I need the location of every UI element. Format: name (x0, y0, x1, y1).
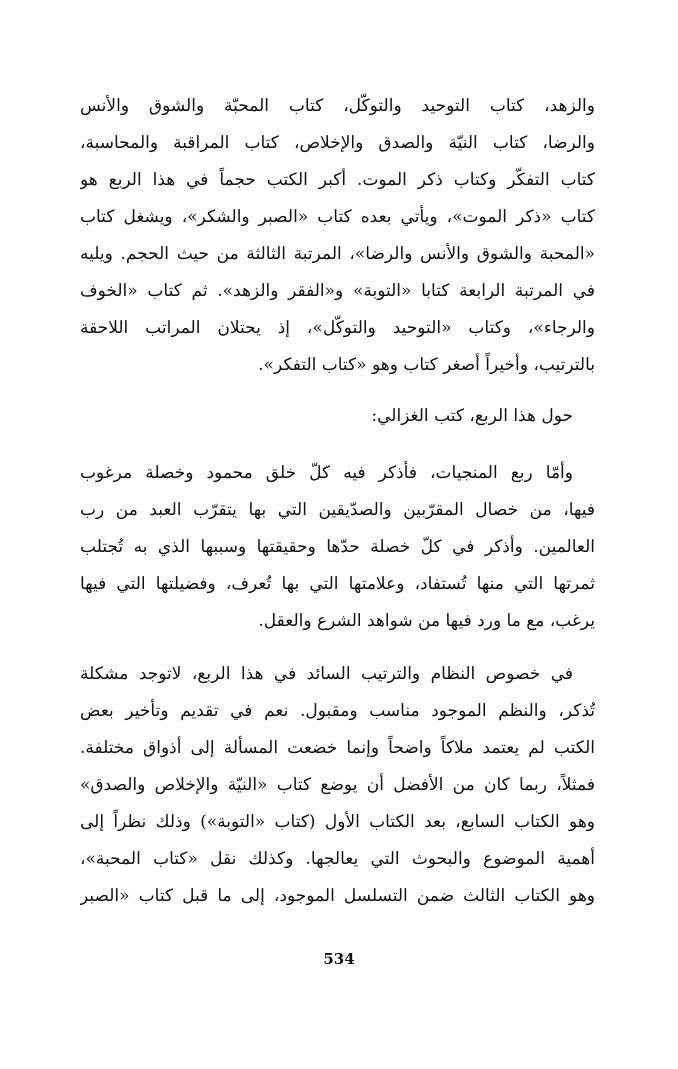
paragraph-3 (80, 455, 595, 640)
paragraph-1-line-2: والرضا، كتاب النيّة والصدق والإخلاص، كتاب المراقبة والمحاسبة، (80, 133, 595, 153)
paragraph-4-line-1: في خصوص النظام والترتيب السائد في هذا الربع، لاتوجد مشكلة (80, 664, 573, 684)
paragraph-3-line-3: العالمين. وأذكر في كلّ خصلة حدّها وحقيقتها وسببها الذي به تُجتلب (80, 537, 595, 557)
paragraph-4-line-4: فمثلاً، ربما كان من الأفضل أن يوضع كتاب «النيّة والإخلاص والصدق» (80, 775, 595, 795)
paragraph-4-line-2: تُذكر، والنظم الموجود مناسب ومقبول. نعم في تقديم وتأخير بعض (80, 701, 595, 721)
paragraph-1-line-4: كتاب «ذكر الموت»، ويأتي بعده كتاب «الصبر والشكر»، ويشغل كتاب (80, 207, 595, 227)
paragraph-1-line-1: والزهد، كتاب التوحيد والتوكّل، كتاب المحبّة والشوق والأنس (80, 96, 595, 116)
paragraph-1-line-5: «المحبة والشوق والأنس والرضا»، المرتبة الثالثة من حيث الحجم. ويليه (80, 244, 595, 264)
paragraph-1-line-3: كتاب التفكّر وكتاب ذكر الموت. أكبر الكتب حجماً في هذا الربع هو (80, 170, 595, 190)
paragraph-4-line-7: وهو الكتاب الثالث ضمن التسلسل الموجود، إلى ما قبل كتاب «الصبر (80, 886, 595, 906)
paragraph-3-line-2: فيها، من خصال المقرّبين والصدّيقين التي بها يتقرّب العبد من رب (80, 500, 595, 520)
paragraph-4-line-5: وهو الكتاب السابع، بعد الكتاب الأول (كتاب «التوبة») وذلك نظراً إلى (80, 812, 595, 832)
paragraph-3-line-5: يرغب، مع ما ورد فيها من شواهد الشرع والعقل. (258, 611, 595, 631)
paragraph-1 (80, 88, 595, 384)
paragraph-4-line-6: أهمية الموضوع والبحوث التي يعالجها. وكذلك نقل «كتاب المحبة»، (80, 849, 595, 869)
paragraph-2-line-1: حول هذا الربع، كتب الغزالي: (371, 406, 573, 426)
paragraph-2 (80, 398, 595, 435)
paragraph-1-line-7: والرجاء»، وكتاب «التوحيد والتوكّل»، إذ يحتلان المراتب اللاحقة (80, 318, 595, 338)
paragraph-1-line-8: بالترتيب، وأخيراً أصغر كتاب وهو «كتاب التفكر». (258, 355, 595, 375)
paragraph-4 (80, 656, 595, 915)
page-number: 534 (323, 950, 355, 968)
paragraph-3-line-1: وأمّا ربع المنجيات، فأذكر فيه كلّ خلق محمود وخصلة مرغوب (80, 463, 573, 483)
paragraph-3-line-4: ثمرتها التي منها تُستفاد، وعلامتها التي بها تُعرف، وفضيلتها التي فيها (80, 574, 595, 594)
paragraph-1-line-6: في المرتبة الرابعة كتابا «التوبة» و«الفقر والزهد». ثم كتاب «الخوف (80, 281, 595, 301)
paragraph-4-line-3: الكتب لم يعتمد ملاكاً واضحاً وإنما خضعت المسألة إلى أذواق مختلفة. (80, 738, 595, 758)
